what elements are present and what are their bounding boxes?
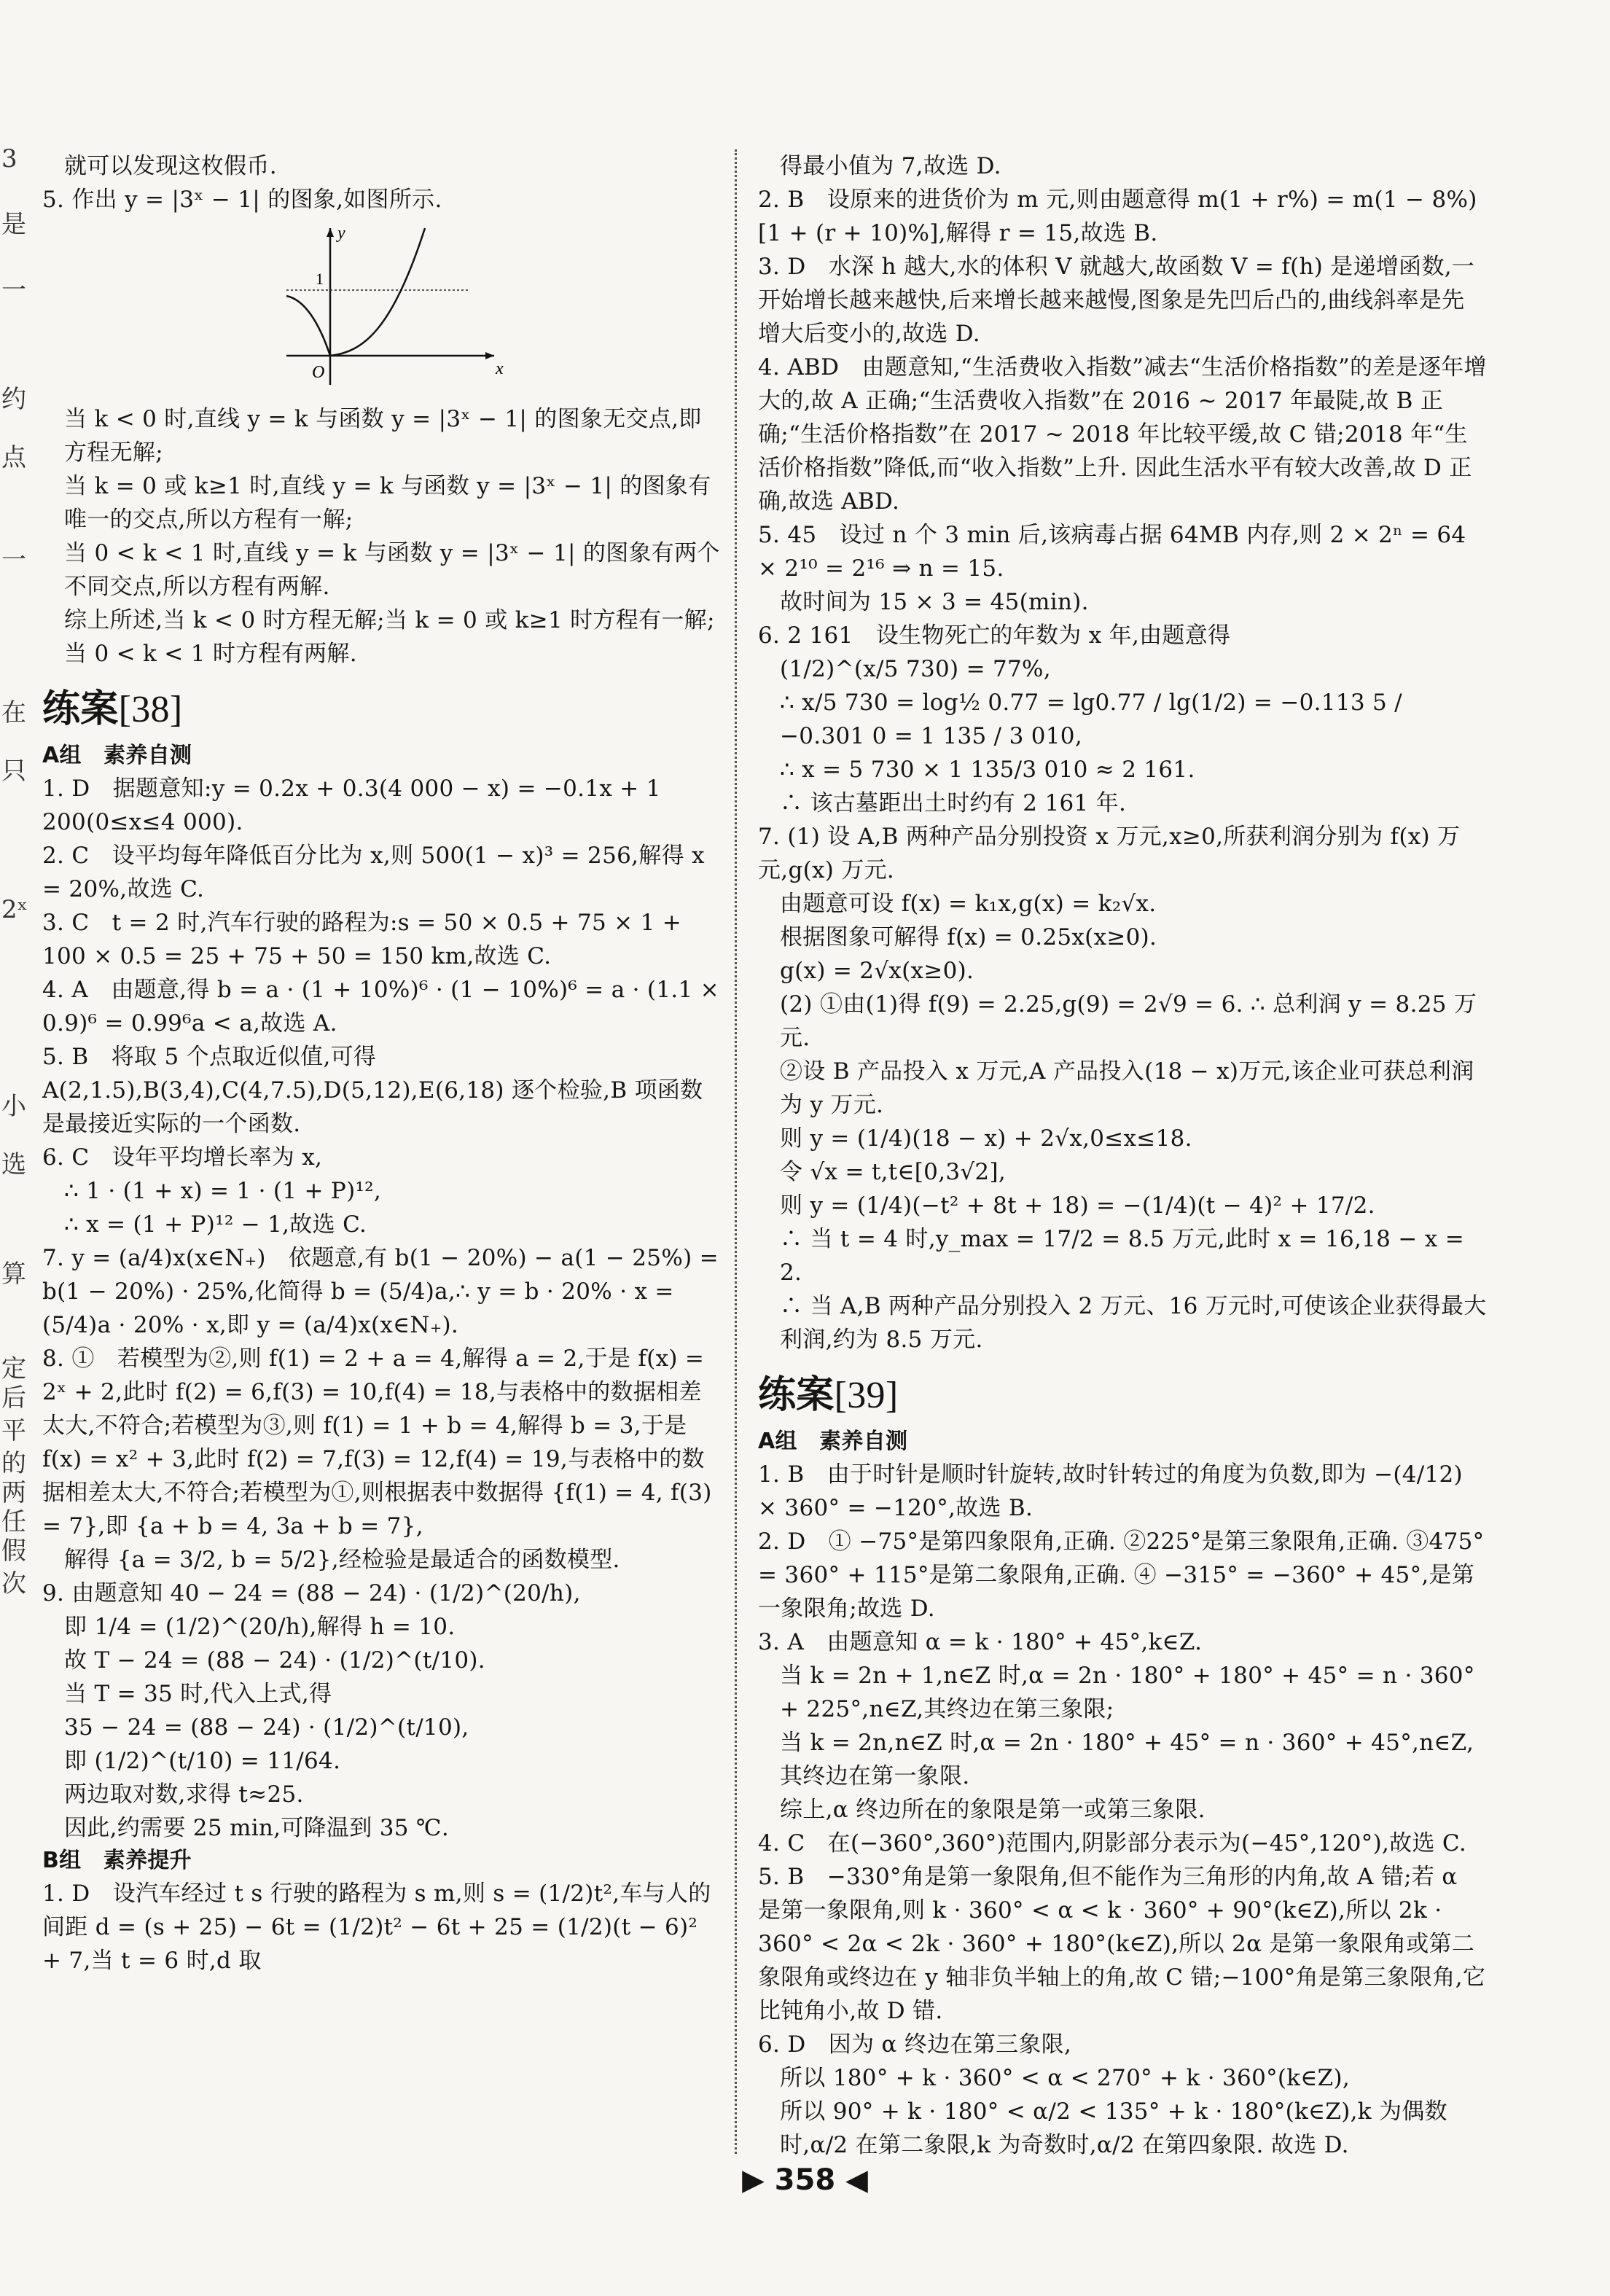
answer-line: 所以 90° + k · 180° < α/2 < 135° + k · 180°(k∈Z),k 为偶数时,α/2 在第二象限,k 为奇数时,α/2 在第四象限. 故选 D. [780,2098,1447,2158]
exercise-heading [758,1368,1487,1423]
left-column [42,149,724,1977]
margin-char: 在 [1,698,26,727]
answer-line: 综上所述,当 k < 0 时方程无解;当 k = 0 或 k≥1 时方程有一解;当 0 < k < 1 时方程有两解. [64,607,715,667]
answer-line: 2. B 设原来的进货价为 m 元,则由题意得 m(1 + r%) = m(1 − 8%)[1 + (r + 10)%],解得 r = 15,故选 B. [758,187,1477,246]
answer-line: 所以 180° + k · 360° < α < 270° + k · 360°(k∈Z), [780,2065,1351,2091]
answer-line: 两边取对数,求得 t≈25. [64,1781,304,1808]
margin-char: 后 [1,1383,26,1413]
answer-line: 1. B 由于时针是顺时针旋转,故时针转过的角度为负数,即为 −(4/12) × 360° = −120°,故选 B. [758,1461,1463,1521]
page-number [0,2163,1610,2197]
group-title: A组 素养自测 [758,1429,908,1454]
answer-line: 5. 45 设过 n 个 3 min 后,该病毒占据 64MB 内存,则 2 × 2ⁿ = 64 × 2¹⁰ = 2¹⁶ ⇒ n = 15. [758,522,1466,582]
answer-line: 5. B −330°角是第一象限角,但不能作为三角形的内角,故 A 错;若 α 是第一象限角,则 k · 360° < α < k · 360° + 90°(k∈Z),所以 2k · 360° < 2α < 2k · 360° + 180°(k∈Z),所以 2α 是第一象限角或第二象限角或终边在 y 轴非负半轴上的角,故 C 错;−100°角是第三象限角,它比钝角小,故 D 错. [758,1864,1486,2024]
answer-line: ∴ x = 5 730 × 1 135/3 010 ≈ 2 161. [780,757,1195,783]
margin-char: 2ˣ [1,895,28,924]
answer-line: 当 k < 0 时,直线 y = k 与函数 y = |3ˣ − 1| 的图象无交点,即方程无解; [64,406,702,466]
margin-char: 只 [1,757,26,786]
answer-line: 当 k = 2n,n∈Z 时,α = 2n · 180° + 45° = n · 360° + 45°,n∈Z,其终边在第一象限. [780,1730,1474,1789]
origin-label: O [312,363,325,382]
answer-line: g(x) = 2√x(x≥0). [780,958,974,984]
graph-svg [283,221,504,388]
answer-line: 7. (1) 设 A,B 两种产品分别投资 x 万元,x≥0,所获利润分别为 f(x) 万元,g(x) 万元. [758,824,1461,883]
answer-line: 1. D 设汽车经过 t s 行驶的路程为 s m,则 s = (1/2)t²,车与人的间距 d = (s + 25) − 6t = (1/2)t² − 6t + 25 = (1/2)(t − 6)² + 7,当 t = 6 时,d 取 [42,1881,711,1974]
answer-line: 由题意可设 f(x) = k₁x,g(x) = k₂√x. [780,891,1157,917]
answer-line: 4. ABD 由题意知,“生活费收入指数”减去“生活价格指数”的差是逐年增大的,故 A 正确;“生活费收入指数”在 2016 ~ 2017 年最陡,故 B 正确;“生活价格指数”在 2017 ~ 2018 年比较平缓,故 C 错;2018 年“生活价格指数”降低,而“收入指数”上升. 因此生活水平有较大改善,故 D 正确,故选 ABD. [758,354,1487,515]
answer-line: ∴ x = (1 + P)¹² − 1,故选 C. [64,1211,367,1238]
x-axis-label: x [496,359,504,378]
answer-line: (2) ①由(1)得 f(9) = 2.25,g(9) = 2√9 = 6. ∴ 总利润 y = 8.25 万元. [780,991,1477,1051]
margin-char: 平 [1,1416,26,1445]
answer-line: 当 0 < k < 1 时,直线 y = k 与函数 y = |3ˣ − 1| 的图象有两个不同交点,所以方程有两解. [64,540,720,600]
left-triangle-icon: ◀ [835,2163,868,2197]
curve-right-branch [330,228,425,356]
function-graph [283,221,724,398]
answer-line: 故 T − 24 = (88 − 24) · (1/2)^(t/10). [64,1647,485,1674]
answer-line: 解得 {a = 3/2, b = 5/2},经检验是最适合的函数模型. [64,1547,620,1573]
answer-line: 3. A 由题意知 α = k · 180° + 45°,k∈Z. [758,1629,1203,1655]
answer-line: 则 y = (1/4)(18 − x) + 2√x,0≤x≤18. [780,1125,1192,1152]
answer-line: 7. y = (a/4)x(x∈N₊) 依题意,有 b(1 − 20%) − a(1 − 25%) = b(1 − 20%) · 25%,化简得 b = (5/4)a,∴ y = b · 20% · x = (5/4)a · 20% · x,即 y = (a/4)x(x∈N₊). [42,1245,719,1338]
answer-line: 根据图象可解得 f(x) = 0.25x(x≥0). [780,924,1157,950]
margin-char: 定 [1,1354,26,1383]
margin-char: 小 [1,1092,26,1121]
answer-line: 当 k = 0 或 k≥1 时,直线 y = k 与函数 y = |3ˣ − 1| 的图象有唯一的交点,所以方程有一解; [64,473,711,533]
answer-line: 2. C 设平均每年降低百分比为 x,则 500(1 − x)³ = 256,解得 x = 20%,故选 C. [42,843,705,902]
answer-line: 则 y = (1/4)(−t² + 8t + 18) = −(1/4)(t − 4)² + 17/2. [780,1192,1375,1219]
answer-line: ②设 B 产品投入 x 万元,A 产品投入(18 − x)万元,该企业可获总利润为 y 万元. [780,1058,1474,1118]
margin-char: 是 [1,210,26,239]
answer-line: 6. 2 161 设生物死亡的年数为 x 年,由题意得 [758,622,1231,649]
answer-line: ∴ x/5 730 = log½ 0.77 = lg0.77 / lg(1/2) = −0.113 5 / −0.301 0 = 1 135 / 3 010, [780,690,1402,749]
y-tick-one: 1 [316,270,324,288]
answer-line: 4. C 在(−360°,360°)范围内,阴影部分表示为(−45°,120°),故选 C. [758,1830,1466,1856]
margin-char: 两 [1,1478,26,1507]
margin-char: 算 [1,1260,26,1289]
margin-char: 约 [1,385,26,414]
exercise-heading-number: [39] [834,1375,899,1416]
margin-char: 假 [1,1536,26,1566]
group-title: A组 素养自测 [42,743,192,768]
answer-line: 1. D 据题意知:y = 0.2x + 0.3(4 000 − x) = −0.1x + 1 200(0≤x≤4 000). [42,776,661,835]
margin-char: 选 [1,1150,26,1179]
margin-char: 一 [1,545,26,574]
answer-line: 得最小值为 7,故选 D. [780,153,1001,179]
answer-line: 35 − 24 = (88 − 24) · (1/2)^(t/10), [64,1714,469,1741]
exercise-heading-title: 练案 [42,687,119,731]
answer-line: 当 T = 35 时,代入上式,得 [64,1681,332,1707]
x-axis-arrow-icon [485,352,494,359]
margin-char: 次 [1,1569,26,1598]
margin-char: 一 [1,276,26,305]
exercise-heading-title: 练案 [758,1373,835,1417]
exercise-heading [42,682,724,737]
answer-line: 即 (1/2)^(t/10) = 11/64. [64,1748,341,1774]
answer-line: (1/2)^(x/5 730) = 77%, [780,656,1051,682]
answer-line: 当 k = 2n + 1,n∈Z 时,α = 2n · 180° + 180° + 45° = n · 360° + 225°,n∈Z,其终边在第三象限; [780,1663,1475,1722]
answer-line: 9. 由题意知 40 − 24 = (88 − 24) · (1/2)^(20/h), [42,1580,581,1606]
answer-line: 因此,约需要 25 min,可降温到 35 ℃. [64,1815,450,1841]
answer-line: ∴ 当 A,B 两种产品分别投入 2 万元、16 万元时,可使该企业获得最大利润,约为 8.5 万元. [780,1293,1487,1353]
group-title: B组 素养提升 [42,1848,192,1873]
margin-char: 3 [1,144,17,173]
answer-line: 2. D ① −75°是第四象限角,正确. ②225°是第三象限角,正确. ③475° = 360° + 115°是第二象限角,正确. ④ −315° = −360° + 45°,是第一象限角;故选 D. [758,1528,1485,1622]
answer-line: 即 1/4 = (1/2)^(20/h),解得 h = 10. [64,1614,456,1640]
right-triangle-icon: ▶ [742,2163,775,2197]
answer-line: 3. D 水深 h 越大,水的体积 V 就越大,故函数 V = f(h) 是递增函数,一开始增长越来越快,后来增长越来越慢,图象是先凹后凸的,曲线斜率是先增大后变小的,故选 D. [758,254,1475,347]
margin-char: 任 [1,1507,26,1536]
margin-char: 点 [1,443,26,472]
curve-left-branch [286,296,330,356]
answer-line: 6. D 因为 α 终边在第三象限, [758,2031,1072,2058]
answer-line: 4. A 由题意,得 b = a · (1 + 10%)⁶ · (1 − 10%)⁶ = a · (1.1 × 0.9)⁶ = 0.99⁶a < a,故选 A. [42,977,719,1036]
answer-line: 6. C 设年平均增长率为 x, [42,1144,323,1171]
answer-line: 3. C t = 2 时,汽车行驶的路程为:s = 50 × 0.5 + 75 × 1 + 100 × 0.5 = 25 + 75 + 50 = 150 km,故选 C. [42,910,682,969]
exercise-heading-number: [38] [118,689,183,730]
answer-line: ∴ 1 · (1 + x) = 1 · (1 + P)¹², [64,1178,382,1204]
page-edge-margin [0,131,28,2201]
answer-line: 就可以发现这枚假币. [64,153,277,179]
answer-line: 5. 作出 y = |3ˣ − 1| 的图象,如图所示. [42,187,442,213]
answer-line: 5. B 将取 5 个点取近似值,可得 A(2,1.5),B(3,4),C(4,7.5),D(5,12),E(6,18) 逐个检验,B 项函数是最接近实际的一个函数. [42,1044,703,1137]
right-column [758,149,1487,2162]
column-divider [735,149,737,2154]
answer-line: 令 √x = t,t∈[0,3√2], [780,1159,1007,1185]
answer-line: 综上,α 终边所在的象限是第一或第三象限. [780,1797,1205,1823]
answer-line: 8. ① 若模型为②,则 f(1) = 2 + a = 4,解得 a = 2,于是 f(x) = 2ˣ + 2,此时 f(2) = 6,f(3) = 10,f(4) = 18,与表格中的数据相差太大,不符合;若模型为③,则 f(1) = 1 + b = 4,解得 b = 3,于是 f(x) = x² + 3,此时 f(2) = 7,f(3) = 12,f(4) = 19,与表格中的数据相差太大,不符合;若模型为①,则根据表中数据得 {f(1) = 4, f(3) = 7},即 {a + b = 4, 3a + b = 7}, [42,1346,712,1539]
y-axis-arrow-icon [327,228,334,237]
margin-char: 的 [1,1449,26,1478]
y-axis-label: y [337,224,345,243]
answer-line: ∴ 当 t = 4 时,y_max = 17/2 = 8.5 万元,此时 x = 16,18 − x = 2. [780,1226,1464,1286]
page-number-text: 358 [774,2163,836,2197]
answer-line: ∴ 该古墓距出土时约有 2 161 年. [780,790,1127,816]
answer-line: 故时间为 15 × 3 = 45(min). [780,589,1089,615]
